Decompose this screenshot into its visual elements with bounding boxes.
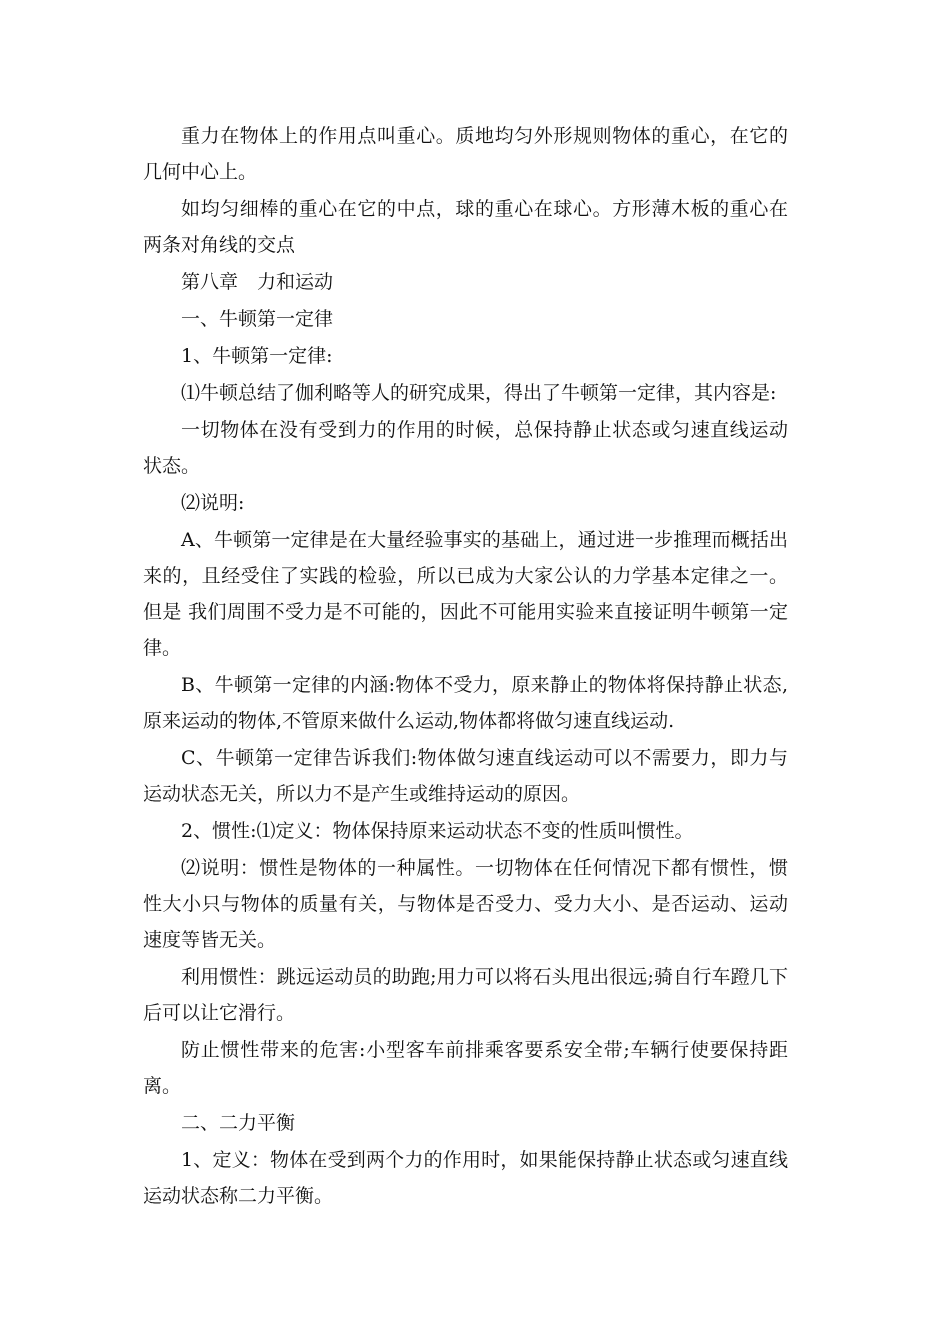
paragraph-explanation-b: B、牛顿第一定律的内涵:物体不受力，原来静止的物体将保持静止状态,原来运动的物体,不管原来做什么运动,物体都将做匀速直线运动.	[143, 674, 788, 732]
paragraph-inertia-explanation: ⑵说明：惯性是物体的一种属性。一切物体在任何情况下都有惯性，惯性大小只与物体的质量有关，与物体是否受力、受力大小、是否运动、运动速度等皆无关。	[143, 857, 788, 951]
item-inertia-definition: 2、惯性:⑴定义：物体保持原来运动状态不变的性质叫惯性。	[181, 820, 694, 842]
paragraph-law-content: 一切物体在没有受到力的作用的时候，总保持静止状态或匀速直线运动状态。	[143, 419, 788, 477]
chapter-heading: 第八章 力和运动	[181, 271, 334, 293]
paragraph-center-examples: 如均匀细棒的重心在它的中点，球的重心在球心。方形薄木板的重心在两条对角线的交点	[143, 198, 788, 256]
document-page	[143, 118, 788, 1215]
paragraph-center-of-gravity: 重力在物体上的作用点叫重心。质地均匀外形规则物体的重心，在它的几何中心上。	[143, 125, 788, 183]
paragraph-inertia-prevention: 防止惯性带来的危害:小型客车前排乘客要系安全带;车辆行使要保持距离。	[143, 1039, 788, 1097]
item-explanation: ⑵说明:	[181, 492, 245, 514]
paragraph-explanation-c: C、牛顿第一定律告诉我们:物体做匀速直线运动可以不需要力，即力与运动状态无关，所以力不是产生或维持运动的原因。	[143, 747, 788, 805]
paragraph-newton-summary: ⑴牛顿总结了伽利略等人的研究成果，得出了牛顿第一定律，其内容是:	[181, 382, 777, 404]
item-newton-first-law: 1、牛顿第一定律:	[181, 345, 333, 367]
paragraph-explanation-a: A、牛顿第一定律是在大量经验事实的基础上，通过进一步推理而概括出来的，且经受住了实践的检验，所以已成为大家公认的力学基本定律之一。但是 我们周围不受力是不可能的，因此不可能用实验来直接证明牛顿第一定律。	[143, 529, 788, 659]
section-heading-newton-first-law: 一、牛顿第一定律	[181, 308, 334, 330]
section-heading-two-force-balance: 二、二力平衡	[181, 1112, 296, 1134]
paragraph-balance-definition: 1、定义：物体在受到两个力的作用时，如果能保持静止状态或匀速直线运动状态称二力平衡。	[143, 1149, 788, 1207]
paragraph-inertia-use: 利用惯性：跳远运动员的助跑;用力可以将石头甩出很远;骑自行车蹬几下后可以让它滑行。	[143, 966, 788, 1024]
